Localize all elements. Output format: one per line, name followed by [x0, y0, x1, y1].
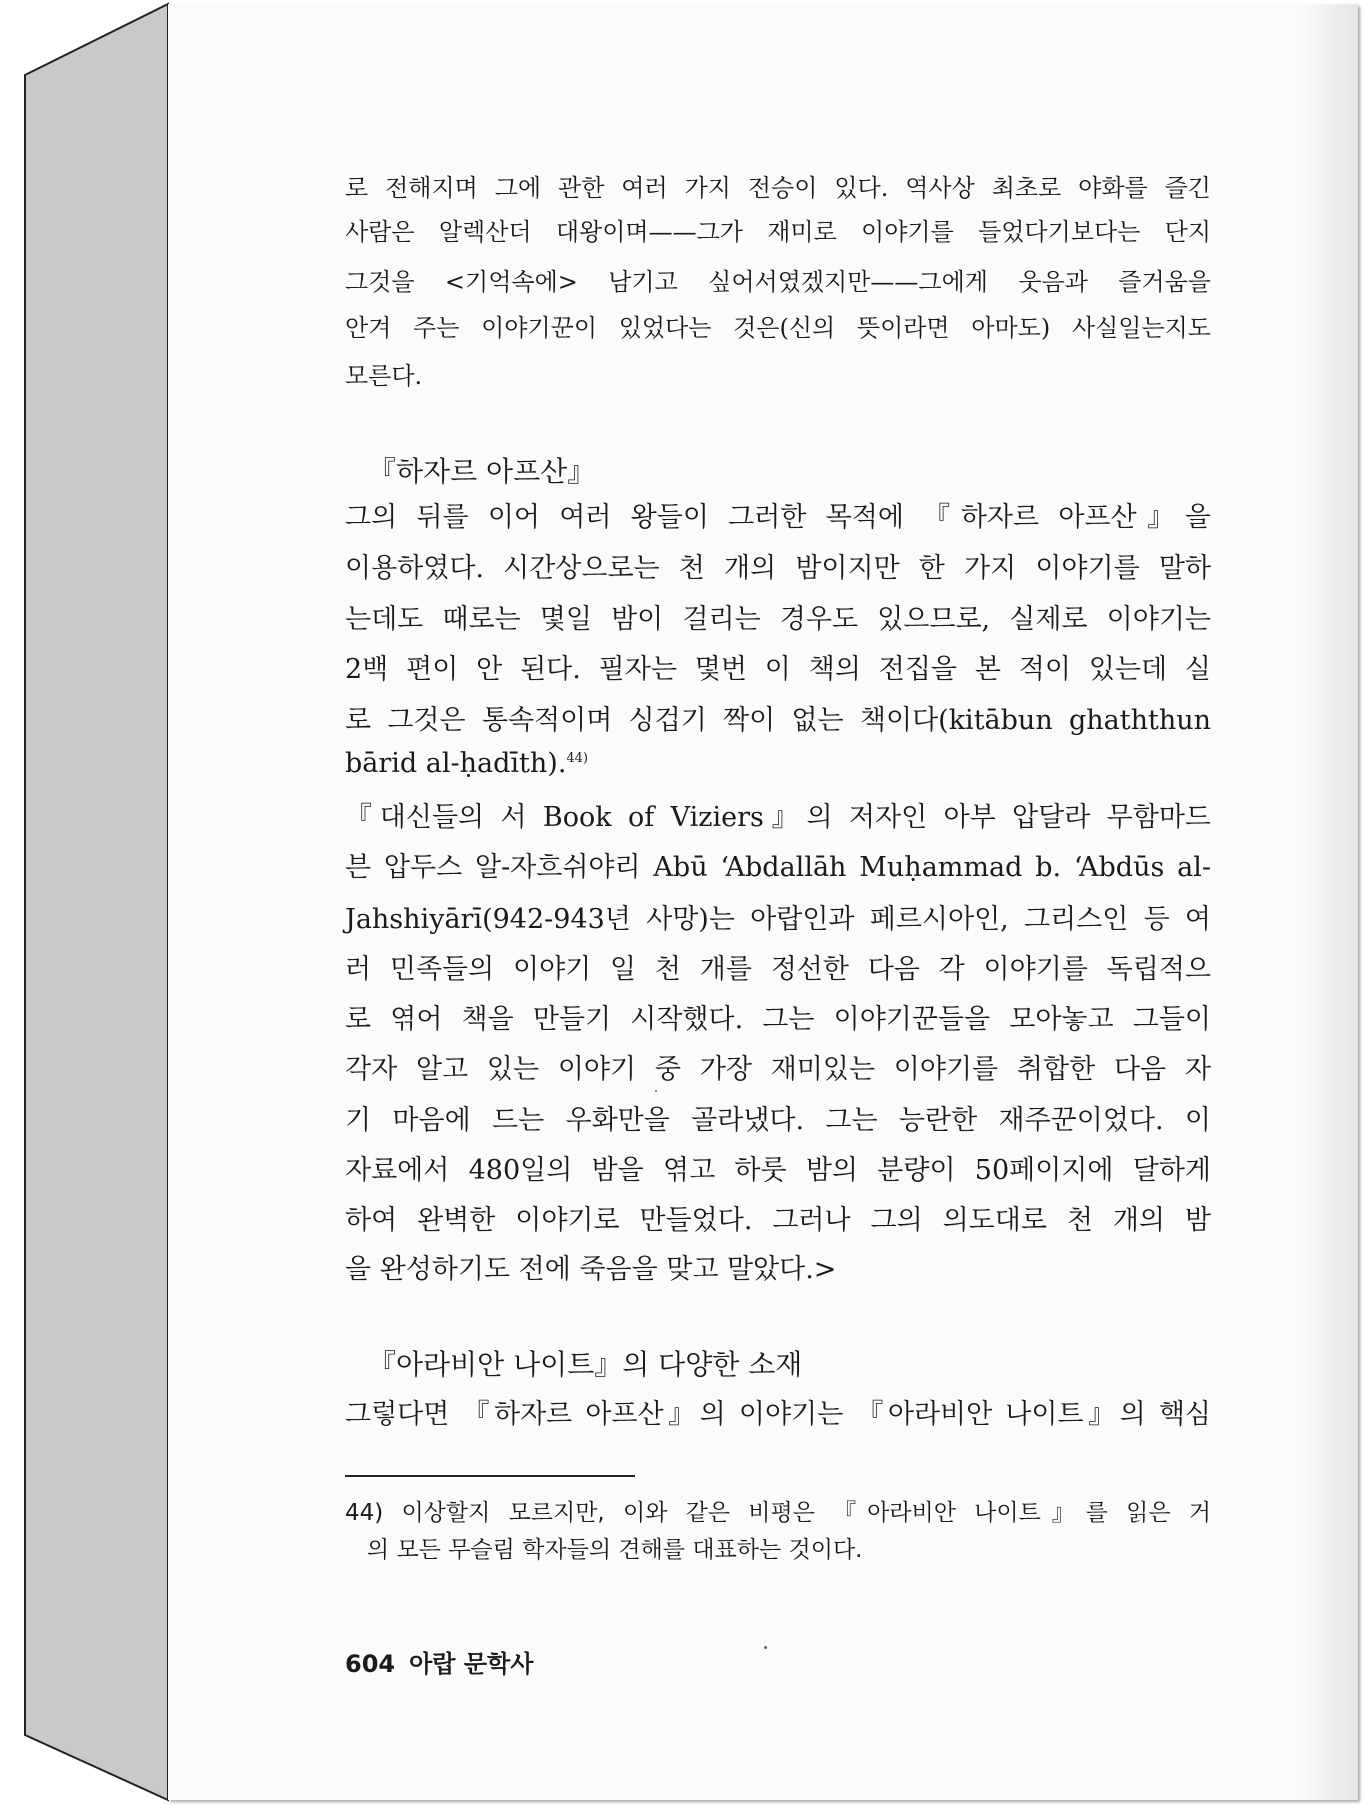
text-line: 로 그것은 통속적이며 싱겁기 짝이 없는 책이다(kitābun ghaththun	[345, 705, 1211, 736]
text-line: Jahshiyārī(942-943년 사망)는 아랍인과 페르시아인, 그리스인 등 여	[345, 904, 1211, 935]
text-line: 을 완성하기도 전에 죽음을 맞고 말았다.>	[345, 1254, 837, 1285]
footnote-line: 의 모든 무슬림 학자들의 견해를 대표하는 것이다.	[345, 1537, 863, 1563]
book-title: 아랍 문학사	[409, 1650, 534, 1678]
text-line: 사람은 알렉산더 대왕이며——그가 재미로 이야기를 들었다기보다는 단지	[345, 218, 1211, 246]
text-line: 2백 편이 안 된다. 필자는 몇번 이 책의 전집을 본 적이 있는데 실	[345, 654, 1211, 685]
text-line: 로 전해지며 그에 관한 여러 가지 전승이 있다. 역사상 최초로 야화를 즐긴	[345, 174, 1211, 202]
section-heading: 『하자르 아프산』	[368, 455, 596, 488]
page-footer	[345, 1644, 533, 1679]
text-line: 각자 알고 있는 이야기 중 가장 재미있는 이야기를 취합한 다음 자	[345, 1054, 1211, 1085]
text-line-with-footnote	[345, 748, 1211, 779]
text-line: 러 민족들의 이야기 일 천 개를 정선한 다음 각 이야기를 독립적으	[345, 954, 1211, 985]
text-line: 자료에서 480일의 밤을 엮고 하룻 밤의 분량이 50페이지에 달하게	[345, 1155, 1211, 1186]
text-line: 는데도 때로는 몇일 밤이 걸리는 경우도 있으므로, 실제로 이야기는	[345, 604, 1211, 635]
page-number: 604	[345, 1650, 396, 1678]
text-line: 로 엮어 책을 만들기 시작했다. 그는 이야기꾼들을 모아놓고 그들이	[345, 1004, 1211, 1035]
scan-speck	[655, 1090, 657, 1092]
footnote-reference: 44)	[566, 751, 589, 766]
text-line: 이용하였다. 시간상으로는 천 개의 밤이지만 한 가지 이야기를 말하	[345, 553, 1211, 584]
text-line: 『대신들의 서 Book of Viziers』의 저자인 아부 압달라 무함마드	[345, 802, 1211, 833]
text-line: bārid al-ḥadīth).	[345, 748, 567, 779]
text-line: 그렇다면 『하자르 아프산』의 이야기는 『아라비안 나이트』의 핵심	[345, 1399, 1211, 1430]
text-line: 그의 뒤를 이어 여러 왕들이 그러한 목적에 『하자르 아프산』을	[345, 502, 1211, 533]
text-line: 하여 완벽한 이야기로 만들었다. 그러나 그의 의도대로 천 개의 밤	[345, 1205, 1211, 1236]
section-heading: 『아라비안 나이트』의 다양한 소재	[368, 1348, 803, 1381]
text-line: 안겨 주는 이야기꾼이 있었다는 것은(신의 뜻이라면 아마도) 사실일는지도	[345, 314, 1211, 342]
scan-speck	[764, 1646, 767, 1649]
footnote-line: 44) 이상할지 모르지만, 이와 같은 비평은 『아라비안 나이트』를 읽은 거	[345, 1500, 1211, 1526]
footnote-divider	[345, 1475, 635, 1477]
text-line: 모른다.	[345, 362, 423, 390]
text-line: 그것을 <기억속에> 남기고 싶어서였겠지만——그에게 웃음과 즐거움을	[345, 268, 1211, 296]
text-line: 기 마음에 드는 우화만을 골라냈다. 그는 능란한 재주꾼이었다. 이	[345, 1105, 1211, 1136]
text-line: 븐 압두스 알-자흐쉬야리 Abū ʻAbdallāh Muḥammad b. ʻAbdūs al-	[345, 852, 1211, 883]
